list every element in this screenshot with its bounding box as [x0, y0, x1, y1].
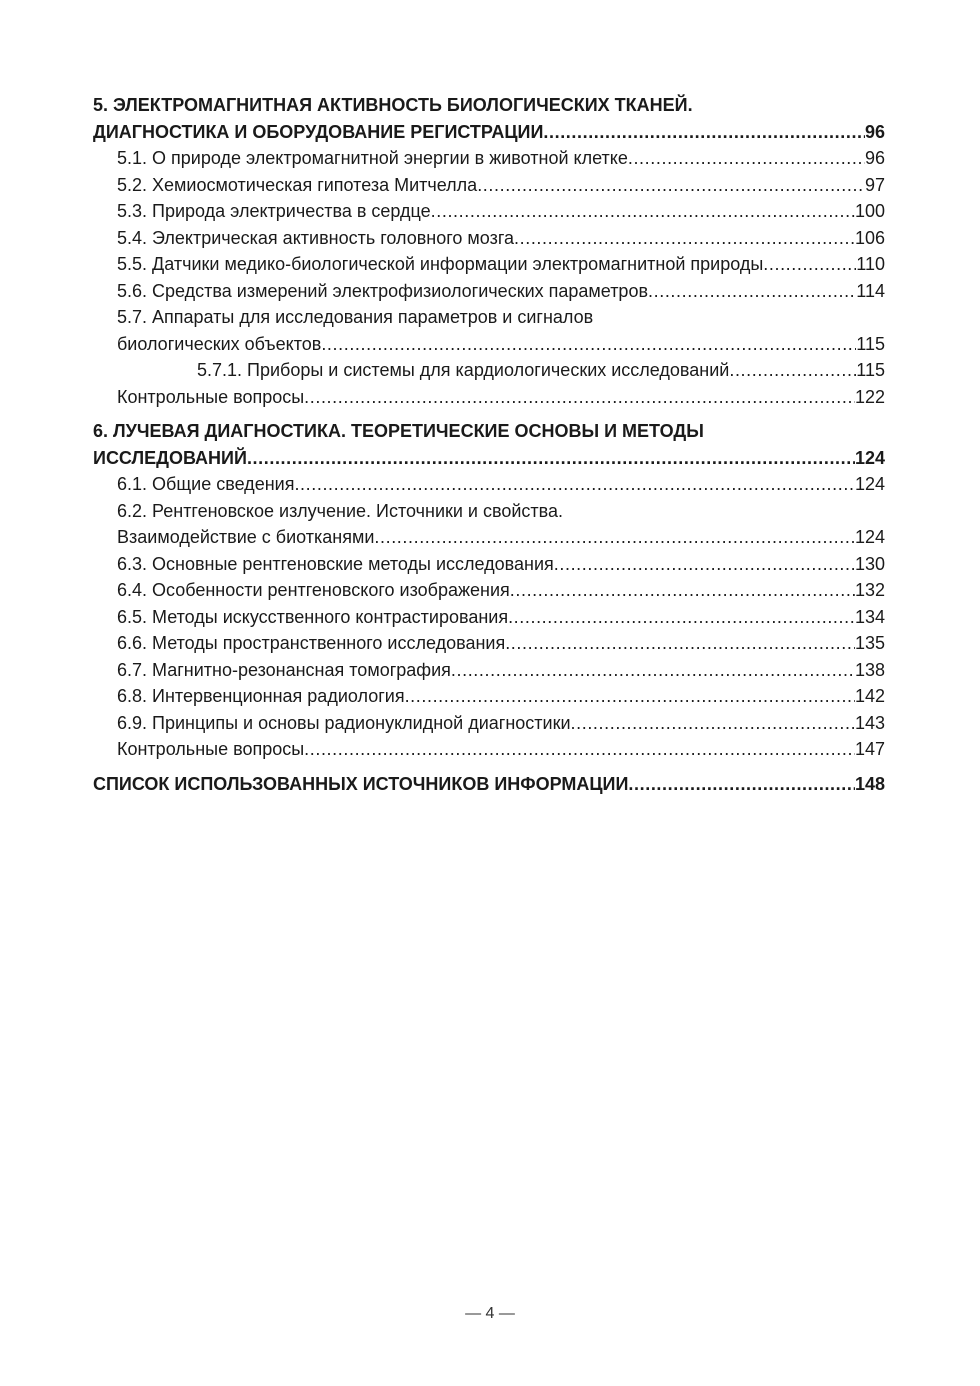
chapter-6-heading-line1: [93, 418, 885, 445]
entry-title: 6.1. Общие сведения: [117, 474, 295, 494]
dot-leader: [628, 771, 855, 798]
page-number: 96: [864, 121, 885, 142]
page-number: 132: [854, 580, 885, 600]
dot-leader: [729, 357, 856, 384]
toc-entry-6-8[interactable]: [93, 683, 885, 710]
toc-entry-6-2-line2[interactable]: [93, 524, 885, 551]
toc-entry-5-7-line1: [93, 304, 885, 331]
dot-leader: [505, 630, 855, 657]
toc-entry-6-5[interactable]: [93, 604, 885, 631]
toc-entry-5-6[interactable]: [93, 278, 885, 305]
entry-title: 6.7. Магнитно-резонансная томография: [117, 659, 451, 680]
toc-entry-5-7-line2[interactable]: [93, 331, 885, 358]
toc-entry-references[interactable]: [93, 771, 885, 798]
page-number: 122: [854, 386, 885, 407]
dot-leader: [304, 384, 855, 411]
chapter-5-heading-line2[interactable]: [93, 119, 885, 146]
page-number: 115: [856, 360, 885, 380]
chapter-6-heading-line2[interactable]: [93, 445, 885, 472]
chapter-5-title-line2: ДИАГНОСТИКА И ОБОРУДОВАНИЕ РЕГИСТРАЦИИ: [93, 121, 544, 142]
dot-leader: [571, 710, 855, 737]
entry-title: 5.1. О природе электромагнитной энергии в животной клетке: [117, 148, 628, 168]
page-number: 115: [856, 333, 885, 354]
entry-title: Контрольные вопросы: [117, 739, 305, 759]
dot-leader: [477, 172, 865, 199]
chapter-6-title-line2: ИССЛЕДОВАНИЙ: [93, 447, 247, 468]
toc-entry-5-5[interactable]: [93, 251, 885, 278]
dot-leader: [543, 119, 865, 146]
entry-title: 5.7.1. Приборы и системы для кардиологических исследований: [197, 360, 730, 380]
entry-title: 5.5. Датчики медико-биологической информации электромагнитной природы: [117, 254, 764, 274]
page-footer-number: — 4 —: [465, 1305, 515, 1322]
entry-title: 6.4. Особенности рентгеновского изображения: [117, 580, 510, 600]
chapter-5-title-line1: 5. ЭЛЕКТРОМАГНИТНАЯ АКТИВНОСТЬ БИОЛОГИЧЕСКИХ ТКАНЕЙ.: [93, 95, 693, 115]
entry-title: 6.9. Принципы и основы радионуклидной диагностики: [117, 712, 571, 733]
toc-entry-6-1[interactable]: [93, 471, 885, 498]
section-gap: [93, 763, 885, 771]
dot-leader: [514, 225, 855, 252]
entry-title: Взаимодействие с биотканями: [117, 527, 375, 547]
dot-leader: [451, 657, 855, 684]
entry-title: 6.6. Методы пространственного исследования: [117, 633, 506, 653]
entry-title: 5.7. Аппараты для исследования параметров и сигналов: [117, 307, 594, 327]
page-number: 100: [854, 201, 885, 221]
toc-entry-5-questions[interactable]: [93, 384, 885, 411]
page-number: 143: [854, 712, 885, 733]
entry-title: 6.3. Основные рентгеновские методы исследования: [117, 553, 554, 574]
dot-leader: [374, 524, 855, 551]
page-number: 106: [854, 227, 885, 248]
dot-leader: [405, 683, 855, 710]
page-number: 147: [854, 739, 885, 759]
toc-entry-5-7-1[interactable]: [93, 357, 885, 384]
entry-title: Контрольные вопросы: [117, 386, 305, 407]
dot-leader: [321, 331, 856, 358]
page-number: 138: [854, 659, 885, 680]
page-number: 114: [856, 280, 885, 301]
dot-leader: [294, 471, 855, 498]
page-number: 124: [854, 447, 885, 468]
toc-entry-6-questions[interactable]: [93, 736, 885, 763]
chapter-5-heading-line1: [93, 92, 885, 119]
toc-entry-5-3[interactable]: [93, 198, 885, 225]
section-gap: [93, 410, 885, 418]
dot-leader: [304, 736, 855, 763]
page-number: 96: [864, 148, 885, 168]
entry-title: 6.5. Методы искусственного контрастирования: [117, 606, 509, 627]
dot-leader: [763, 251, 856, 278]
entry-title: 5.2. Хемиосмотическая гипотеза Митчелла: [117, 174, 478, 195]
entry-title: 5.3. Природа электричества в сердце: [117, 201, 431, 221]
page-number: 124: [854, 474, 885, 494]
entry-title: 6.8. Интервенционная радиология: [117, 686, 405, 706]
page-number: 142: [854, 686, 885, 706]
entry-title: СПИСОК ИСПОЛЬЗОВАННЫХ ИСТОЧНИКОВ ИНФОРМАЦИИ: [93, 773, 629, 794]
dot-leader: [628, 145, 865, 172]
dot-leader: [247, 445, 855, 472]
toc-entry-6-4[interactable]: [93, 577, 885, 604]
entry-title: 6.2. Рентгеновское излучение. Источники и свойства.: [117, 500, 564, 521]
dot-leader: [431, 198, 855, 225]
dot-leader: [508, 604, 855, 631]
page-number: 110: [856, 254, 885, 274]
toc-entry-6-9[interactable]: [93, 710, 885, 737]
dot-leader: [648, 278, 856, 305]
toc-entry-6-3[interactable]: [93, 551, 885, 578]
chapter-6-title-line1: 6. ЛУЧЕВАЯ ДИАГНОСТИКА. ТЕОРЕТИЧЕСКИЕ ОСНОВЫ И МЕТОДЫ: [93, 421, 704, 441]
page-number: 124: [854, 527, 885, 547]
entry-title: 5.6. Средства измерений электрофизиологических параметров: [117, 280, 649, 301]
page-number: 134: [854, 606, 885, 627]
page-number: 97: [864, 174, 885, 195]
page-number: 148: [854, 773, 885, 794]
dot-leader: [510, 577, 855, 604]
toc-entry-6-2-line1: [93, 498, 885, 525]
toc-entry-5-1[interactable]: [93, 145, 885, 172]
dot-leader: [554, 551, 855, 578]
toc-entry-6-7[interactable]: [93, 657, 885, 684]
entry-title: 5.4. Электрическая активность головного мозга: [117, 227, 515, 248]
page-number: 135: [854, 633, 885, 653]
page-number: 130: [854, 553, 885, 574]
table-of-contents: [93, 92, 885, 797]
toc-entry-5-4[interactable]: [93, 225, 885, 252]
toc-entry-6-6[interactable]: [93, 630, 885, 657]
entry-title: биологических объектов: [117, 333, 322, 354]
toc-entry-5-2[interactable]: [93, 172, 885, 199]
